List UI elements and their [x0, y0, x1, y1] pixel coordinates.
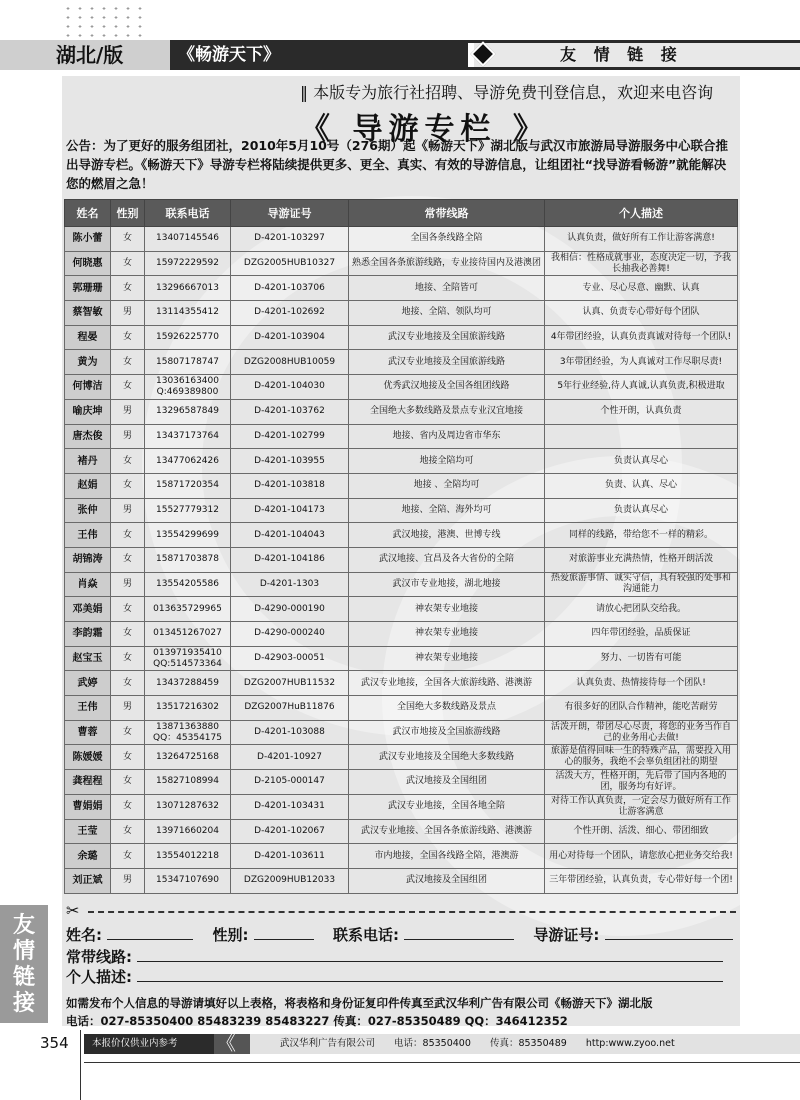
guide-license: DZG2008HUB10059: [231, 350, 349, 375]
guide-license: D-4201-103955: [231, 449, 349, 474]
form-license-label: 导游证号:: [533, 926, 600, 944]
guide-phone: 13437288459: [145, 671, 231, 696]
guide-license: D-4201-102799: [231, 424, 349, 449]
guide-phone: 15807178747: [145, 350, 231, 375]
guide-routes: 地接、省内及周边省市华东: [349, 424, 545, 449]
guide-name: 黄为: [65, 350, 111, 375]
guide-gender: 女: [111, 720, 145, 745]
guide-description: 负责认真尽心: [545, 498, 738, 523]
guide-name: 蔡智敏: [65, 301, 111, 326]
guide-gender: 女: [111, 671, 145, 696]
guide-phone: 13871363880 QQ：45354175: [145, 720, 231, 745]
column-header: 常带线路: [349, 200, 545, 227]
guide-phone: 13114355412: [145, 301, 231, 326]
table-row: [65, 696, 738, 721]
guide-license: D-42903-00051: [231, 646, 349, 671]
guide-name: 肖焱: [65, 572, 111, 597]
guide-table: [64, 199, 738, 894]
guide-name: 郭珊珊: [65, 276, 111, 301]
guide-name: 王莹: [65, 819, 111, 844]
guide-phone: 13554299699: [145, 523, 231, 548]
guide-description: 3年带团经验，为人真诚对工作尽职尽责!: [545, 350, 738, 375]
guide-license: D-4201-103904: [231, 325, 349, 350]
guide-routes: 武汉地接、宜昌及各大省份的全陪: [349, 547, 545, 572]
contact-instructions: 如需发布个人信息的导游请填好以上表格，将表格和身份证复印件传真至武汉华利广告有限公司《畅游天下》湖北版: [66, 996, 653, 1010]
guide-license: DZG2007HUB11532: [231, 671, 349, 696]
guide-name: 邓美娟: [65, 597, 111, 622]
guide-license: D-4290-000190: [231, 597, 349, 622]
guide-gender: 女: [111, 375, 145, 400]
guide-gender: 女: [111, 227, 145, 252]
guide-name: 王伟: [65, 696, 111, 721]
table-row: [65, 498, 738, 523]
guide-gender: 女: [111, 794, 145, 819]
guide-license: DZG2005HUB10327: [231, 251, 349, 276]
guide-phone: 13554205586: [145, 572, 231, 597]
guide-routes: 武汉市专业地接，湖北地接: [349, 572, 545, 597]
table-row: [65, 350, 738, 375]
guide-routes: 地接、全陪、海外均可: [349, 498, 545, 523]
guide-phone: 13296587849: [145, 399, 231, 424]
guide-gender: 男: [111, 572, 145, 597]
guide-license: D-4201-10927: [231, 745, 349, 770]
guide-routes: 神农架专业地接: [349, 622, 545, 647]
table-row: [65, 794, 738, 819]
guide-phone: 15871703878: [145, 547, 231, 572]
guide-phone: 15926225770: [145, 325, 231, 350]
table-row: [65, 770, 738, 795]
guide-description: 四年带团经验，品质保证: [545, 622, 738, 647]
guide-name: 何晓惠: [65, 251, 111, 276]
table-row: [65, 844, 738, 869]
guide-gender: 女: [111, 325, 145, 350]
guide-license: D-4201-104186: [231, 547, 349, 572]
guide-description: 旅游是值得回味一生的特殊产品，需要投入用心的服务，我绝不会辜负组团社的期望: [545, 745, 738, 770]
footer-company: 武汉华利广告有限公司: [280, 1038, 376, 1049]
guide-description: 认真、负责专心带好每个团队: [545, 301, 738, 326]
guide-name: 刘正斌: [65, 868, 111, 893]
form-gender-field[interactable]: [254, 925, 314, 940]
guide-routes: 地接 、全陪均可: [349, 473, 545, 498]
guide-gender: 女: [111, 819, 145, 844]
side-tab-friend-links: [0, 905, 48, 1023]
guide-name: 赵宝玉: [65, 646, 111, 671]
guide-description: 活泼开朗，带团尽心尽责，将您的业务当作自己的业务用心去做!: [545, 720, 738, 745]
guide-gender: 女: [111, 622, 145, 647]
guide-description: 同样的线路，带给您不一样的精彩。: [545, 523, 738, 548]
margin-line: [80, 1030, 81, 1100]
guide-routes: 武汉专业地接及全国绝大多数线路: [349, 745, 545, 770]
guide-description: 专业、尽心尽意、幽默、认真: [545, 276, 738, 301]
guide-routes: 武汉地接，港澳、世博专线: [349, 523, 545, 548]
guide-gender: 男: [111, 696, 145, 721]
form-license-field[interactable]: [605, 925, 733, 940]
guide-description: [545, 424, 738, 449]
guide-gender: 女: [111, 597, 145, 622]
guide-license: D-2105-000147: [231, 770, 349, 795]
guide-license: D-4201-103706: [231, 276, 349, 301]
guide-gender: 男: [111, 399, 145, 424]
guide-phone: 13264725168: [145, 745, 231, 770]
guide-phone: 15827108994: [145, 770, 231, 795]
guide-name: 何博洁: [65, 375, 111, 400]
column-header: 联系电话: [145, 200, 231, 227]
guide-gender: 女: [111, 745, 145, 770]
guide-phone: 15972229592: [145, 251, 231, 276]
column-header: 导游证号: [231, 200, 349, 227]
guide-license: D-4201-103431: [231, 794, 349, 819]
guide-routes: 全国各条线路全陪: [349, 227, 545, 252]
guide-license: DZG2007HuB11876: [231, 696, 349, 721]
form-desc-label: 个人描述:: [66, 968, 132, 986]
guide-license: D-4201-103611: [231, 844, 349, 869]
guide-license: D-4201-102692: [231, 301, 349, 326]
guide-routes: 全国绝大多数线路及景点: [349, 696, 545, 721]
guide-description: 三年带团经验，认真负责，专心带好每一个团!: [545, 868, 738, 893]
guide-license: D-4201-1303: [231, 572, 349, 597]
table-row: [65, 449, 738, 474]
form-row-desc: [66, 966, 723, 987]
edition-label: 湖北/版: [0, 40, 170, 70]
footer-contact: [250, 1034, 800, 1054]
guide-description: 用心对待每一个团队，请您放心把业务交给我!: [545, 844, 738, 869]
table-row: [65, 572, 738, 597]
guide-name: 陈媛媛: [65, 745, 111, 770]
guide-description: 负责、认真、尽心: [545, 473, 738, 498]
guide-license: D-4201-103088: [231, 720, 349, 745]
guide-description: 我相信：性格成就事业，态度决定一切，予我长抽我必善舞!: [545, 251, 738, 276]
side-tab-char: 情: [12, 939, 35, 964]
guide-license: D-4201-103818: [231, 473, 349, 498]
guide-phone: 15527779312: [145, 498, 231, 523]
guide-name: 曹娟娟: [65, 794, 111, 819]
guide-routes: 优秀武汉地接及全国各组团线路: [349, 375, 545, 400]
guide-routes: 地接、全陪、领队均可: [349, 301, 545, 326]
form-row-basic: [66, 924, 733, 945]
form-gender-label: 性别:: [212, 926, 249, 944]
table-row: [65, 523, 738, 548]
guide-name: 喻庆坤: [65, 399, 111, 424]
chevron-left-icon: 《: [216, 1031, 236, 1055]
guide-gender: 男: [111, 301, 145, 326]
guide-name: 程晏: [65, 325, 111, 350]
guide-description: 认真负责，做好所有工作让游客满意!: [545, 227, 738, 252]
guide-name: 余璐: [65, 844, 111, 869]
guide-routes: 神农架专业地接: [349, 646, 545, 671]
guide-gender: 男: [111, 868, 145, 893]
guide-license: DZG2009HUB12033: [231, 868, 349, 893]
guide-name: 唐杰俊: [65, 424, 111, 449]
decorative-dots: [62, 4, 142, 38]
guide-gender: 女: [111, 350, 145, 375]
guide-gender: 女: [111, 770, 145, 795]
table-row: [65, 622, 738, 647]
guide-description: 对待工作认真负责，一定会尽力做好所有工作让游客满意: [545, 794, 738, 819]
table-body: [65, 227, 738, 894]
friend-link-label: 友 情 链 接: [560, 45, 683, 64]
guide-license: D-4201-104173: [231, 498, 349, 523]
guide-name: 武婷: [65, 671, 111, 696]
table-row: [65, 325, 738, 350]
guide-name: 李韵霜: [65, 622, 111, 647]
form-routes-field[interactable]: [137, 947, 723, 962]
announcement: 公告：为了更好的服务组团社，2010年5月10号（276期）起《畅游天下》湖北版与武汉市旅游局导游服务中心联合推出导游专栏。《畅游天下》导游专栏将陆续提供更多、更全、真实、有效的导游信息，让组团社“找导游看畅游”就能解决您的燃眉之急！: [66, 138, 728, 191]
guide-phone: 13407145546: [145, 227, 231, 252]
column-header: 性别: [111, 200, 145, 227]
form-name-field[interactable]: [107, 925, 193, 940]
guide-phone: 013971935410 QQ:514573364: [145, 646, 231, 671]
guide-gender: 男: [111, 424, 145, 449]
guide-gender: 女: [111, 251, 145, 276]
guide-description: 个性开朗，认真负责: [545, 399, 738, 424]
guide-routes: 武汉地接及全国组团: [349, 770, 545, 795]
side-tab-char: 链: [12, 965, 35, 990]
table-row: [65, 301, 738, 326]
table-row: [65, 597, 738, 622]
guide-description: 请放心把团队交给我。: [545, 597, 738, 622]
guide-phone: 15347107690: [145, 868, 231, 893]
guide-gender: 女: [111, 473, 145, 498]
guide-description: 有很多好的团队合作精神，能吃苦耐劳: [545, 696, 738, 721]
guide-phone: 15871720354: [145, 473, 231, 498]
guide-license: D-4201-104030: [231, 375, 349, 400]
free-listing-notice: ‖ 本版专为旅行社招聘、导游免费刊登信息，欢迎来电咨询: [300, 83, 714, 102]
table-row: [65, 424, 738, 449]
table-row: [65, 473, 738, 498]
table-row: [65, 671, 738, 696]
form-desc-field[interactable]: [137, 967, 723, 982]
guide-name: 赵娟: [65, 473, 111, 498]
guide-description: 负责认真尽心: [545, 449, 738, 474]
form-routes-label: 常带线路:: [66, 948, 132, 966]
guide-gender: 女: [111, 646, 145, 671]
guide-routes: 武汉市地接及全国旅游线路: [349, 720, 545, 745]
guide-routes: 武汉专业地接、全国各条旅游线路、港澳游: [349, 819, 545, 844]
guide-license: D-4201-103762: [231, 399, 349, 424]
guide-name: 张仲: [65, 498, 111, 523]
guide-gender: 女: [111, 523, 145, 548]
guide-routes: 武汉专业地接及全国旅游线路: [349, 325, 545, 350]
guide-description: 对旅游事业充满热情，性格开朗活泼: [545, 547, 738, 572]
guide-name: 褚丹: [65, 449, 111, 474]
form-phone-label: 联系电话:: [332, 926, 399, 944]
column-header: 个人描述: [545, 200, 738, 227]
guide-name: 龚程程: [65, 770, 111, 795]
guide-phone: 013635729965: [145, 597, 231, 622]
table-row: [65, 399, 738, 424]
guide-gender: 女: [111, 276, 145, 301]
scissors-icon: ✂: [66, 901, 80, 920]
form-row-routes: [66, 946, 723, 967]
guide-name: 王伟: [65, 523, 111, 548]
cut-line: [88, 911, 736, 913]
column-title: 《畅游天下》: [178, 45, 280, 65]
side-tab-char: 友: [12, 913, 35, 938]
page-title: 《 导游专栏 》: [300, 112, 549, 147]
side-tab-char: 接: [12, 991, 35, 1016]
guide-phone: 13554012218: [145, 844, 231, 869]
guide-routes: 地接、全陪皆可: [349, 276, 545, 301]
guide-routes: 武汉专业地接，全国各大旅游线路、港澳游: [349, 671, 545, 696]
table-row: [65, 375, 738, 400]
page-number: 354: [40, 1034, 69, 1052]
guide-phone: 13071287632: [145, 794, 231, 819]
table-row: [65, 227, 738, 252]
guide-description: 4年带团经验，认真负责真诚对待每一个团队!: [545, 325, 738, 350]
guide-description: 热爱旅游事情、诚实守信，具有较强的处事和沟通能力: [545, 572, 738, 597]
table-row: [65, 720, 738, 745]
guide-phone: 13437173764: [145, 424, 231, 449]
guide-name: 陈小蕾: [65, 227, 111, 252]
guide-routes: 市内地接，全国各线路全陪，港澳游: [349, 844, 545, 869]
form-phone-field[interactable]: [404, 925, 514, 940]
guide-routes: 武汉地接及全国组团: [349, 868, 545, 893]
guide-description: 活泼大方，性格开朗，先后带了国内各地的团，服务均有好评。: [545, 770, 738, 795]
guide-description: 个性开朗、活泼、细心、带团细致: [545, 819, 738, 844]
table-row: [65, 251, 738, 276]
table-row: [65, 819, 738, 844]
guide-routes: 熟悉全国各条旅游线路，专业接待国内及港澳团: [349, 251, 545, 276]
contact-numbers: 电话：027-85350400 85483239 85483227 传真：027-85350489 QQ：346412352: [66, 1014, 568, 1028]
guide-gender: 女: [111, 547, 145, 572]
table-row: [65, 646, 738, 671]
guide-phone: 13971660204: [145, 819, 231, 844]
guide-description: 5年行业经验,待人真诚,认真负责,积极进取: [545, 375, 738, 400]
guide-routes: 武汉专业地接及全国旅游线路: [349, 350, 545, 375]
guide-gender: 男: [111, 498, 145, 523]
guide-phone: 13036163400 Q:469389800: [145, 375, 231, 400]
guide-phone: 013451267027: [145, 622, 231, 647]
guide-name: 曹蓉: [65, 720, 111, 745]
guide-phone: 13296667013: [145, 276, 231, 301]
guide-phone: 13517216302: [145, 696, 231, 721]
column-header: 姓名: [65, 200, 111, 227]
footer-phone: 电话：85350400: [394, 1038, 471, 1049]
table-row: [65, 745, 738, 770]
guide-routes: 地接全陪均可: [349, 449, 545, 474]
guide-routes: 全国绝大多数线路及景点专业汉宜地接: [349, 399, 545, 424]
guide-license: D-4201-104043: [231, 523, 349, 548]
table-row: [65, 868, 738, 893]
guide-routes: 神农架专业地接: [349, 597, 545, 622]
table-row: [65, 547, 738, 572]
guide-name: 胡锦涛: [65, 547, 111, 572]
guide-license: D-4201-102067: [231, 819, 349, 844]
table-row: [65, 276, 738, 301]
guide-phone: 13477062426: [145, 449, 231, 474]
guide-gender: 女: [111, 844, 145, 869]
bottom-rule: [84, 1062, 800, 1063]
guide-license: D-4290-000240: [231, 622, 349, 647]
footer-url[interactable]: http:www.zyoo.net: [585, 1038, 675, 1049]
footer-fax: 传真：85350489: [489, 1038, 567, 1049]
form-name-label: 姓名:: [66, 926, 102, 944]
guide-license: D-4201-103297: [231, 227, 349, 252]
guide-gender: 女: [111, 449, 145, 474]
footer-disclaimer: 本报价仅供业内参考: [84, 1034, 214, 1054]
guide-routes: 武汉专业地接，全国各地全陪: [349, 794, 545, 819]
guide-description: 认真负责、热情接待每一个团队!: [545, 671, 738, 696]
guide-description: 努力、一切皆有可能: [545, 646, 738, 671]
table-header-row: [65, 200, 738, 227]
